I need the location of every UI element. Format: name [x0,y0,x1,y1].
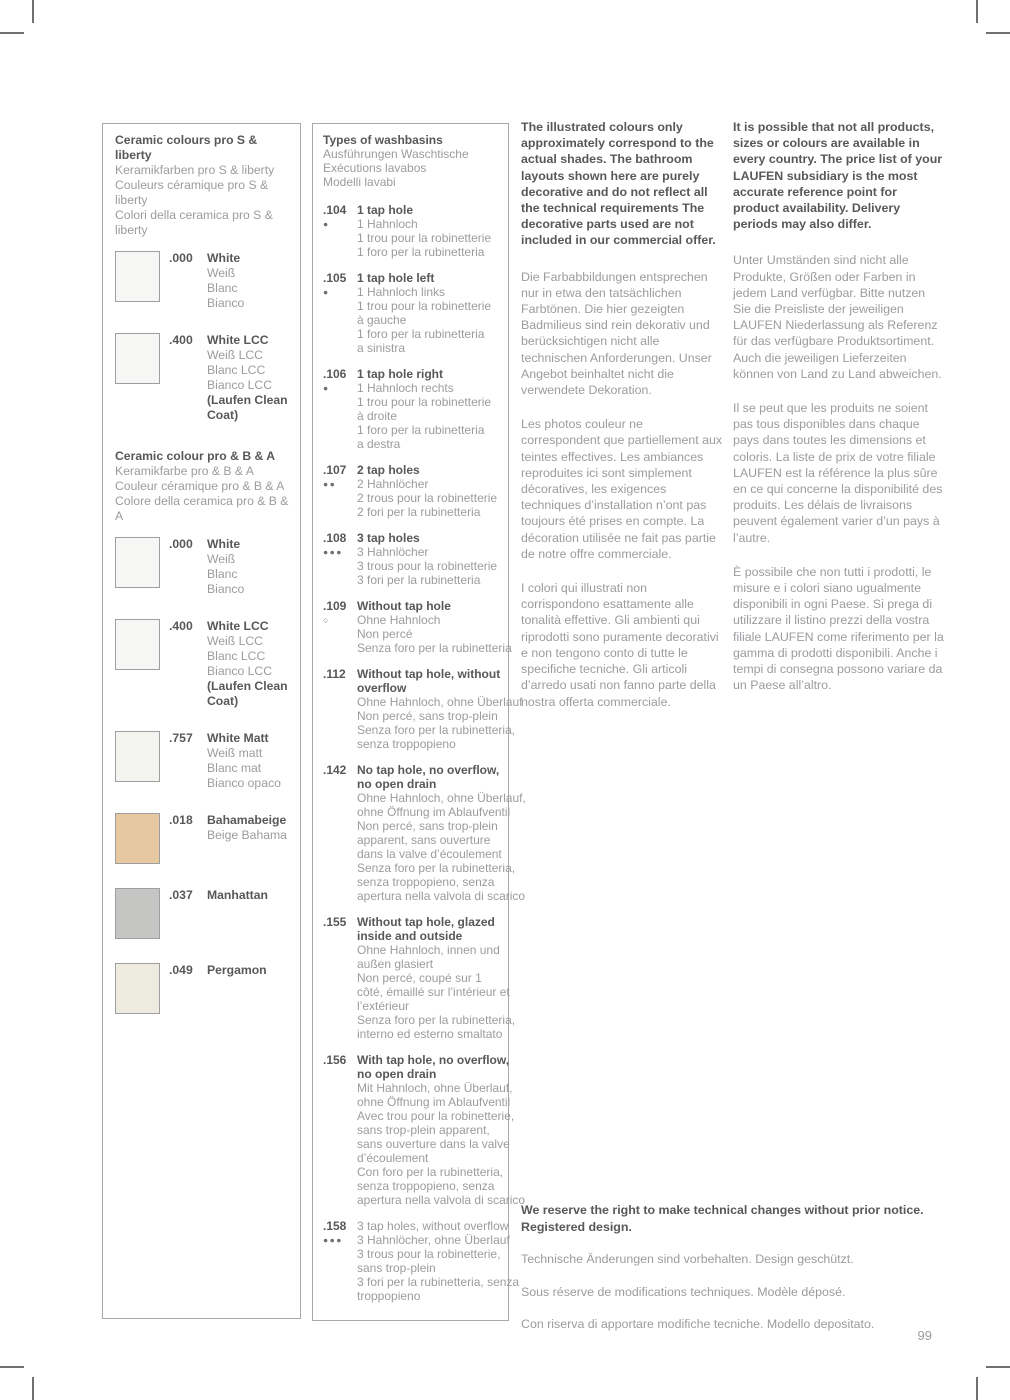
ceramic-s-liberty-heading [115,133,290,238]
text-line: 1 foro per la rubinetteria [357,245,485,259]
text-line: Weiß LCC [207,634,263,648]
type-title [357,531,506,545]
section-subtitles [323,147,506,189]
colour-code: .037 [169,888,193,902]
text-line: 1 Hahnloch links [357,285,446,299]
text-line: È possibile che non tutti i prodotti, le misure e i colori siano ugualmente disponibili in ogni Paese. Si prega di utilizzare il listino prezzi della vostra filiale LAUFEN come riferimento per la gamma di prodotti disponibili. Anche i tempi di consegna possono variare da un Paese all’altro. [733,564,944,693]
tap-hole-dots-icon: ● [323,383,330,393]
colour-code: .000 [169,251,193,265]
text-line: no open drain [357,777,437,791]
colour-translations [207,828,290,843]
availability-notice-en: It is possible that not all products, sizes or colours are available in every country. The price list of your LAUFEN subsidiary is the most accurate reference point for product availability. Delivery periods may also differ. [733,120,943,232]
text-line: Without tap hole, glazed [357,915,495,929]
type-title [357,367,506,381]
tap-hole-dots-icon: ● [323,219,330,229]
text-line: a sinistra [357,341,406,355]
text-line: 2 tap holes [357,463,420,477]
text-line: côté, émaillé sur l’intérieur et [357,985,510,999]
text-line: 3 trous pour la robinetterie [357,559,498,573]
footer-en [521,1202,953,1235]
text-line: 2 fori per la rubinetteria [357,505,481,519]
text-line: Senza foro per la rubinetteria, [357,723,516,737]
type-code: .105 [323,271,347,285]
text-line: Couleurs céramique pro S & liberty [115,178,269,207]
text-line: Bianco [207,296,245,310]
page-number: 99 [917,1328,932,1343]
text-line: Ohne Hahnloch [357,613,441,627]
text-line: Il se peut que les produits ne soient pas tous disponibles dans chaque pays dans toutes les dimensions et coloris. La liste de prix de votre filiale LAUFEN est la référence la plus sûre en ce qui concerne la disponibilité des produits. Les délais de livraisons peuvent également varier d’un pays à l’autre. [733,401,943,545]
text-line: Weiß LCC [207,348,263,362]
type-code: .155 [323,915,347,929]
colour-code: .757 [169,731,193,745]
washbasin-type-104 [323,203,506,259]
tap-hole-dots-icon: ●● [323,479,337,489]
type-title [357,1219,509,1233]
section-subtitles [115,163,290,238]
text-line: 3 Hahnlöcher [357,545,429,559]
ceramic-colours-panel [102,123,301,1319]
colour-swatch [115,813,160,864]
type-code: .156 [323,1053,347,1067]
type-title [357,463,506,477]
type-translations [357,545,506,587]
text-line: Weiß matt [207,746,263,760]
text-line: Blanc mat [207,761,262,775]
colour-name: Manhattan [207,888,268,902]
section-subtitles [115,464,290,524]
colour-names [207,619,290,709]
crop-mark-top-left-v [32,0,34,23]
text-line: d’écoulement [357,1151,429,1165]
colour-swatch [115,731,160,782]
colour-name: Bahamabeige [207,813,287,827]
text-line: Les photos couleur ne correspondent que partiellement aux teintes effectives. Les ambiances reproduites ici sont simplement décoratives, les exigences techniques d’installation n’ont pas toujours été prises en compte. La décoration utilisée ne fait pas partie de notre offre commerciale. [521,417,723,561]
colour-entry-400 [115,333,290,423]
text-line: apparent, sans ouverture [357,833,491,847]
tap-hole-dots-icon: ●●● [323,547,343,557]
crop-mark-top-right-h [986,32,1010,34]
type-code: .112 [323,667,346,681]
colour-code: .018 [169,813,193,827]
text-line: 3 fori per la rubinetteria [357,573,481,587]
washbasin-type-112 [323,667,523,751]
text-line: apertura nella valvola di scarico [357,1193,526,1207]
legal-footer [521,1202,953,1349]
text-line: 1 trou pour la robinetterie [357,395,492,409]
washbasin-type-158 [323,1219,520,1303]
colour-notice-column [521,119,724,728]
text-line: 1 foro per la rubinetteria [357,327,485,341]
text-line: We reserve the right to make technical changes without prior notice. [521,1203,924,1217]
washbasin-type-105 [323,271,506,355]
text-line: Registered design. [521,1219,632,1234]
text-line: With tap hole, no overflow, [357,1053,510,1067]
section-title: Ceramic colour pro & B & A [115,449,276,463]
colour-names [207,251,290,311]
colour-swatch [115,888,160,939]
colour-names [207,537,290,597]
type-translations [357,613,512,655]
text-line: 3 tap holes, without overflow [357,1219,509,1233]
type-translations [357,381,506,451]
colour-names [207,731,290,791]
type-code: .108 [323,531,347,545]
text-line: Non percé, sans trop-plein [357,819,498,833]
tap-hole-open-circle-icon: ○ [323,615,330,625]
colour-code: .000 [169,537,193,551]
text-line: dans la valve d’écoulement [357,847,502,861]
text-line: no open drain [357,1067,437,1081]
type-title [357,763,506,791]
section-title: Types of washbasins [323,133,443,147]
text-line: Without tap hole, without [357,667,501,681]
type-translations [357,285,506,355]
text-line: Non percé [357,627,413,641]
colour-translations [207,634,290,679]
text-line: interno ed esterno smaltato [357,1027,503,1041]
washbasin-type-109 [323,599,512,655]
type-title [357,203,506,217]
type-title [357,1053,510,1081]
text-line: No tap hole, no overflow, [357,763,500,777]
text-line: Ausführungen Waschtische [323,147,469,161]
colour-entry-049 [115,963,290,1016]
colour-names [207,963,290,978]
text-line: Ohne Hahnloch, ohne Überlauf, [357,791,526,805]
text-line: troppopieno [357,1289,421,1303]
washbasin-type-155 [323,915,516,1041]
colour-code: .400 [169,619,193,633]
text-line: Keramikfarben pro S & liberty [115,163,275,177]
colour-translations [207,552,290,597]
colour-note: (Laufen Clean Coat) [207,393,288,422]
text-line: sans trop-plein [357,1261,436,1275]
text-line: Blanc LCC [207,363,266,377]
text-line: 1 trou pour la robinetterie [357,299,492,313]
text-line: 1 trou pour la robinetterie [357,231,492,245]
text-line: außen glasiert [357,957,434,971]
crop-mark-bottom-left-h [0,1366,24,1368]
text-line: Blanc [207,567,238,581]
text-line: Senza foro per la rubinetteria [357,641,512,655]
type-translations [357,477,506,519]
colour-swatch [115,537,160,588]
type-code: .109 [323,599,347,613]
colour-notice-en: The illustrated colours only approximately correspond to the actual shades. The bathroom layouts shown here are purely decorative and do not reflect all the technical requirements The decorative parts used are not included in our commercial offer. [521,120,716,248]
text-line: I colori qui illustrati non corrispondono esattamente alle tonalità effettive. Gli ambienti qui riprodotti sono puramente decorativi e non tengono conto di tutte le specifiche tecniche. Gli articoli d’arredo usati non fanno parte della nostra offerta commerciale. [521,581,719,709]
type-code: .106 [323,367,347,381]
text-line: 1 Hahnloch rechts [357,381,454,395]
colour-entry-757 [115,731,290,791]
type-title [357,915,506,943]
crop-mark-bottom-right-h [986,1366,1010,1368]
text-line: Die Farbabbildungen entsprechen nur in etwa den tatsächlichen Farbtönen. Die hier gezeigten Badmilieus sind rein dekorativ und berücksichtigen nicht alle technischen Anforderungen. Unser Angebot beinhaltet nicht die verwendete Dekoration. [521,269,712,398]
text-line: à droite [357,409,398,423]
text-line: ohne Öffnung im Ablaufventil [357,1095,511,1109]
type-title [357,271,506,285]
colour-translations [207,348,290,393]
text-line: 1 tap hole right [357,367,444,381]
colour-swatch [115,333,160,384]
text-line: Bianco opaco [207,776,281,790]
text-line: 1 tap hole [357,203,414,217]
text-line: Weiß [207,552,236,566]
colour-swatch [115,619,160,670]
colour-notice-translations [521,269,724,710]
availability-notice-column [733,119,945,712]
text-line: senza troppopieno [357,737,456,751]
type-translations [357,1233,520,1303]
colour-names [207,813,290,843]
text-line: Bianco [207,582,245,596]
text-line: à gauche [357,313,407,327]
text-line: Ohne Hahnloch, innen und [357,943,500,957]
type-translations [357,695,523,751]
washbasin-types-heading [323,133,506,189]
text-line: sans trop-plein apparent, [357,1123,490,1137]
text-line: Con foro per la rubinetteria, [357,1165,504,1179]
colour-names [207,888,290,903]
crop-mark-bottom-right-v [976,1377,978,1400]
colour-name: White LCC [207,619,269,633]
text-line: Sous réserve de modifications techniques. Modèle déposé. [521,1284,846,1299]
washbasin-type-108 [323,531,506,587]
text-line: Non percé, sans trop-plein [357,709,498,723]
type-title [357,667,506,695]
text-line: Ohne Hahnloch, ohne Überlauf [357,695,523,709]
text-line: Blanc [207,281,238,295]
type-code: .104 [323,203,347,217]
text-line: Bianco LCC [207,664,273,678]
text-line: 2 Hahnlöcher [357,477,429,491]
colour-translations [207,746,290,791]
text-line: 3 trous pour la robinetterie, [357,1247,501,1261]
colour-name: White LCC [207,333,269,347]
crop-mark-top-left-h [0,32,24,34]
text-line: inside and outside [357,929,463,943]
colour-note: (Laufen Clean Coat) [207,679,288,708]
colour-code: .049 [169,963,193,977]
type-code: .158 [323,1219,347,1233]
text-line: Con riserva di apportare modifiche tecniche. Modello depositato. [521,1317,875,1331]
tap-hole-dots-icon: ● [323,287,330,297]
washbasin-types-panel [312,123,526,1321]
footer-translations [521,1251,953,1333]
section-title: Ceramic colours pro S & liberty [115,133,258,162]
text-line: Unter Umständen sind nicht alle Produkte, Größen oder Farben in jedem Land verfügbar. Bitte nutzen Sie die Preisliste der jeweiligen LAUFEN Niederlassung als Referenz für das verfügbare Produktsortiment. Auch die jeweiligen Lieferzeiten können von Land zu Land abweichen. [733,253,942,381]
colour-entry-018 [115,813,290,866]
text-line: l’extérieur [357,999,410,1013]
colour-name: White [207,537,241,551]
text-line: Avec trou pour la robinetterie, [357,1109,515,1123]
text-line: 1 foro per la rubinetteria [357,423,485,437]
washbasin-type-142 [323,763,526,903]
availability-notice-translations [733,252,945,693]
text-line: Weiß [207,266,236,280]
text-line: Non percé, coupé sur 1 [357,971,482,985]
text-line: 3 fori per la rubinetteria, senza [357,1275,520,1289]
text-line: 1 tap hole left [357,271,435,285]
text-line: Modelli lavabi [323,175,396,189]
colour-entry-400b [115,619,290,709]
text-line: Colori della ceramica pro S & liberty [115,208,273,237]
text-line: Beige Bahama [207,828,287,842]
type-translations [357,217,506,259]
text-line: Couleur céramique pro & B & A [115,479,285,493]
text-line: senza troppopieno, senza [357,875,495,889]
type-translations [357,1081,526,1207]
type-title [357,599,506,613]
text-line: Senza foro per la rubinetteria, [357,861,516,875]
type-code: .107 [323,463,347,477]
colour-name: White [207,251,241,265]
colour-swatch [115,963,160,1014]
text-line: 3 tap holes [357,531,420,545]
crop-mark-bottom-left-v [32,1377,34,1400]
type-code: .142 [323,763,347,777]
crop-mark-top-right-v [976,0,978,23]
text-line: Blanc LCC [207,649,266,663]
text-line: Colore della ceramica pro & B & A [115,494,289,523]
washbasin-type-106 [323,367,506,451]
text-line: Without tap hole [357,599,451,613]
colour-entry-000 [115,251,290,311]
text-line: 1 Hahnloch [357,217,418,231]
text-line: Bianco LCC [207,378,273,392]
colour-entry-037 [115,888,290,941]
colour-entry-000b [115,537,290,597]
type-translations [357,791,526,903]
text-line: overflow [357,681,407,695]
colour-code: .400 [169,333,193,347]
washbasin-type-156 [323,1053,526,1207]
washbasin-type-107 [323,463,506,519]
colour-translations [207,266,290,311]
colour-swatch [115,251,160,302]
ceramic-b-a-heading [115,449,290,524]
text-line: 2 trous pour la robinetterie [357,491,498,505]
text-line: Senza foro per la rubinetteria, [357,1013,516,1027]
text-line: Exécutions lavabos [323,161,427,175]
text-line: a destra [357,437,401,451]
type-translations [357,943,516,1041]
text-line: sans ouverture dans la valve [357,1137,510,1151]
text-line: ohne Öffnung im Ablaufventil [357,805,511,819]
colour-name: Pergamon [207,963,267,977]
text-line: Mit Hahnloch, ohne Überlauf, [357,1081,513,1095]
text-line: 3 Hahnlöcher, ohne Überlauf [357,1233,510,1247]
tap-hole-dots-icon: ●●● [323,1235,343,1245]
text-line: senza troppopieno, senza [357,1179,495,1193]
colour-names [207,333,290,423]
text-line: Keramikfarbe pro & B & A [115,464,254,478]
text-line: Technische Änderungen sind vorbehalten. Design geschützt. [521,1252,854,1266]
text-line: apertura nella valvola di scarico [357,889,526,903]
colour-name: White Matt [207,731,269,745]
